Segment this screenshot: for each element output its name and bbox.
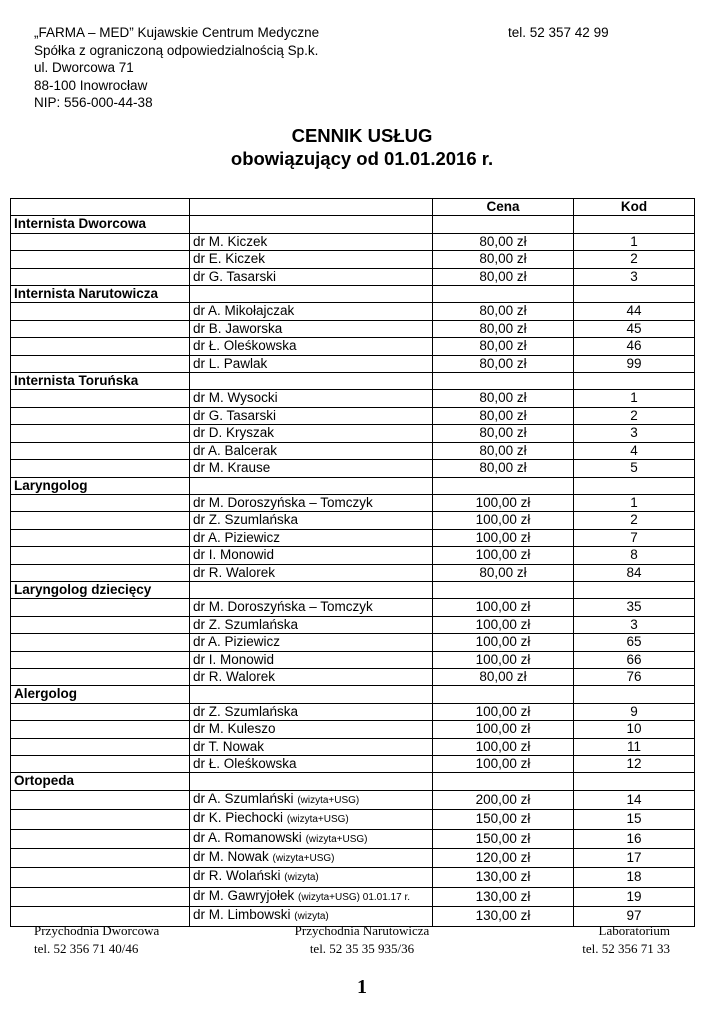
price-cell: 80,00 zł [433,251,574,268]
code-cell: 14 [574,790,695,809]
company-name: „FARMA – MED” Kujawskie Centrum Medyczne [34,25,320,40]
code-cell: 1 [574,233,695,250]
empty-cell [574,286,695,303]
price-cell: 100,00 zł [433,756,574,773]
table-row [11,529,695,546]
empty-cell [11,547,190,564]
section-row [11,477,695,494]
table-row [11,738,695,755]
empty-cell [11,829,190,848]
doctor-cell [190,868,433,887]
doctor-name: dr Z. Szumlańska [193,512,299,528]
doctor-name: dr M. Krause [193,460,271,476]
doctor-cell [190,756,433,773]
doctor-cell [190,721,433,738]
empty-cell [11,233,190,250]
doctor-cell [190,790,433,809]
code-cell: 76 [574,668,695,685]
code-cell: 8 [574,547,695,564]
code-cell: 65 [574,634,695,651]
section-row [11,773,695,790]
section-name: Laryngolog [11,477,190,494]
empty-cell [574,773,695,790]
code-cell: 12 [574,756,695,773]
price-cell: 80,00 zł [433,303,574,320]
price-table-body [11,199,695,927]
section-name: Internista Dworcowa [11,216,190,233]
code-cell: 2 [574,407,695,424]
price-cell: 80,00 zł [433,668,574,685]
doctor-name: dr A. Szumlański [193,790,294,806]
doctor-cell [190,338,433,355]
empty-cell [190,286,433,303]
visit-type-note: (wizyta+USG) [286,814,349,826]
doctor-name: dr D. Kryszak [193,425,275,441]
code-cell: 99 [574,355,695,372]
footer-location-dworcowa [34,922,159,958]
empty-cell [11,251,190,268]
price-cell: 100,00 zł [433,529,574,546]
doctor-name: dr G. Tasarski [193,407,277,423]
doctor-cell [190,460,433,477]
doctor-cell [190,355,433,372]
price-cell: 120,00 zł [433,849,574,868]
table-row [11,442,695,459]
empty-cell [433,581,574,598]
empty-cell [11,407,190,424]
price-cell: 100,00 zł [433,721,574,738]
table-row [11,829,695,848]
price-cell: 80,00 zł [433,407,574,424]
doctor-name: dr M. Nowak [193,849,269,865]
doctor-name: dr L. Pawlak [193,355,268,371]
table-row [11,790,695,809]
document-title: CENNIK USŁUG [291,125,433,146]
doctor-name: dr T. Nowak [193,738,265,754]
doctor-cell [190,564,433,581]
doctor-name: dr A. Piziewicz [193,529,281,545]
page-number: 1 [357,976,367,998]
doctor-name: dr M. Kiczek [193,233,268,249]
code-cell: 18 [574,868,695,887]
code-cell: 7 [574,529,695,546]
empty-cell [11,668,190,685]
doctor-cell [190,887,433,906]
code-cell: 10 [574,721,695,738]
table-row [11,512,695,529]
visit-type-note: (wizyta+USG) [305,833,368,845]
doctor-name: dr G. Tasarski [193,268,277,284]
code-cell: 46 [574,338,695,355]
footer-location-phone: tel. 52 356 71 40/46 [34,941,139,956]
empty-cell [11,303,190,320]
empty-cell [11,338,190,355]
price-cell: 100,00 zł [433,738,574,755]
code-cell: 17 [574,849,695,868]
table-row [11,355,695,372]
price-cell: 80,00 zł [433,442,574,459]
table-row [11,233,695,250]
empty-cell [11,634,190,651]
code-cell: 45 [574,320,695,337]
visit-type-note: (wizyta) [294,911,329,923]
empty-cell [190,773,433,790]
empty-cell [433,286,574,303]
company-legal-form: Spółka z ograniczoną odpowiedzialnością Sp.k. [34,42,319,58]
table-row [11,849,695,868]
empty-cell [11,868,190,887]
section-name: Alergolog [11,686,190,703]
empty-cell [11,512,190,529]
footer-location-name: Przychodnia Narutowicza [294,923,430,938]
doctor-cell [190,829,433,848]
code-cell: 84 [574,564,695,581]
doctor-cell [190,233,433,250]
doctor-cell [190,634,433,651]
price-cell: 100,00 zł [433,547,574,564]
company-street: ul. Dworcowa 71 [34,60,134,75]
doctor-cell [190,529,433,546]
doctor-cell [190,738,433,755]
header-cell-section [11,199,190,216]
price-cell: 130,00 zł [433,887,574,906]
price-cell: 80,00 zł [433,460,574,477]
code-cell: 1 [574,494,695,511]
table-row [11,868,695,887]
doctor-cell [190,849,433,868]
price-cell: 80,00 zł [433,425,574,442]
price-table [10,198,695,927]
table-row [11,425,695,442]
doctor-name: dr A. Piziewicz [193,634,281,650]
doctor-cell [190,512,433,529]
price-cell: 100,00 zł [433,703,574,720]
table-row [11,320,695,337]
code-cell: 16 [574,829,695,848]
price-cell: 80,00 zł [433,233,574,250]
footer-location-laboratorium [582,922,670,958]
empty-cell [433,686,574,703]
price-cell: 150,00 zł [433,810,574,829]
empty-cell [190,216,433,233]
table-row [11,407,695,424]
doctor-cell [190,407,433,424]
doctor-name: dr K. Piechocki [193,810,284,826]
doctor-name: dr I. Monowid [193,651,275,667]
code-cell: 2 [574,251,695,268]
doctor-cell [190,668,433,685]
doctor-cell [190,251,433,268]
visit-type-note: (wizyta) [284,872,319,884]
empty-cell [190,373,433,390]
table-row [11,756,695,773]
doctor-name: dr M. Doroszyńska – Tomczyk [193,494,373,510]
visit-type-note: (wizyta+USG) [297,794,360,806]
price-cell: 100,00 zł [433,512,574,529]
empty-cell [11,599,190,616]
empty-cell [11,756,190,773]
document-subtitle: obowiązujący od 01.01.2016 r. [230,148,494,169]
price-cell: 80,00 zł [433,564,574,581]
code-cell: 35 [574,599,695,616]
empty-cell [11,810,190,829]
price-cell: 100,00 zł [433,634,574,651]
price-cell: 130,00 zł [433,868,574,887]
code-cell: 3 [574,425,695,442]
doctor-cell [190,599,433,616]
header-cell-doctor [190,199,433,216]
empty-cell [574,477,695,494]
footer-location-narutowicza [262,922,462,958]
table-row [11,303,695,320]
empty-cell [11,616,190,633]
empty-cell [11,442,190,459]
doctor-name: dr A. Mikołajczak [193,303,295,319]
doctor-cell [190,390,433,407]
doctor-name: dr M. Doroszyńska – Tomczyk [193,599,373,615]
visit-type-note: (wizyta+USG) 01.01.17 r. [298,891,411,903]
price-cell: 80,00 zł [433,390,574,407]
code-cell: 66 [574,651,695,668]
section-name: Laryngolog dziecięcy [11,581,190,598]
section-row [11,286,695,303]
table-row [11,564,695,581]
empty-cell [574,581,695,598]
doctor-name: dr R. Wolański [193,868,281,884]
footer-location-phone: tel. 52 356 71 33 [582,941,670,956]
empty-cell [11,849,190,868]
table-row [11,810,695,829]
table-row [11,887,695,906]
doctor-cell [190,547,433,564]
table-row [11,668,695,685]
doctor-name: dr Z. Szumlańska [193,616,299,632]
empty-cell [11,721,190,738]
empty-cell [574,373,695,390]
code-cell: 3 [574,616,695,633]
price-cell: 100,00 zł [433,494,574,511]
footer-location-name: Laboratorium [598,923,670,938]
doctor-name: dr A. Balcerak [193,442,278,458]
empty-cell [433,216,574,233]
code-cell: 15 [574,810,695,829]
header-cell-price: Cena [433,199,574,216]
doctor-cell [190,303,433,320]
doctor-cell [190,810,433,829]
table-row [11,721,695,738]
table-header-row [11,199,695,216]
doctor-cell [190,494,433,511]
empty-cell [11,564,190,581]
doctor-name: dr Ł. Oleśkowska [193,338,297,354]
doctor-name: dr E. Kiczek [193,251,266,267]
doctor-name: dr R. Walorek [193,564,276,580]
header-cell-code: Kod [574,199,695,216]
table-row [11,268,695,285]
empty-cell [11,790,190,809]
company-nip: NIP: 556-000-44-38 [34,95,153,110]
empty-cell [11,320,190,337]
empty-cell [11,494,190,511]
doctor-cell [190,425,433,442]
empty-cell [190,477,433,494]
code-cell: 3 [574,268,695,285]
doctor-name: dr M. Limbowski [193,907,291,923]
empty-cell [11,268,190,285]
section-name: Internista Toruńska [11,373,190,390]
empty-cell [190,686,433,703]
doctor-cell [190,442,433,459]
price-cell: 80,00 zł [433,320,574,337]
price-cell: 80,00 zł [433,355,574,372]
doctor-cell [190,268,433,285]
empty-cell [11,738,190,755]
empty-cell [574,216,695,233]
table-row [11,251,695,268]
price-cell: 200,00 zł [433,790,574,809]
price-cell: 80,00 zł [433,268,574,285]
table-row [11,599,695,616]
code-cell: 9 [574,703,695,720]
table-row [11,547,695,564]
section-row [11,581,695,598]
company-phone: tel. 52 357 42 99 [508,25,609,40]
table-row [11,460,695,477]
doctor-name: dr I. Monowid [193,547,275,563]
empty-cell [433,373,574,390]
code-cell: 4 [574,442,695,459]
doctor-cell [190,651,433,668]
doctor-name: dr Z. Szumlańska [193,703,299,719]
doctor-name: dr M. Gawryjołek [193,887,295,903]
empty-cell [11,529,190,546]
doctor-name: dr R. Walorek [193,668,276,684]
code-cell: 97 [574,907,695,926]
table-row [11,703,695,720]
price-cell: 80,00 zł [433,338,574,355]
empty-cell [190,581,433,598]
price-cell: 100,00 zł [433,599,574,616]
empty-cell [11,887,190,906]
empty-cell [433,773,574,790]
table-row [11,634,695,651]
section-name: Internista Narutowicza [11,286,190,303]
table-row [11,616,695,633]
section-row [11,373,695,390]
table-row [11,651,695,668]
doctor-name: dr M. Kuleszo [193,721,276,737]
price-cell: 130,00 zł [433,907,574,926]
price-cell: 150,00 zł [433,829,574,848]
empty-cell [11,355,190,372]
visit-type-note: (wizyta+USG) [272,853,335,865]
section-row [11,216,695,233]
code-cell: 2 [574,512,695,529]
doctor-cell [190,703,433,720]
code-cell: 11 [574,738,695,755]
company-city: 88-100 Inowrocław [34,77,148,93]
doctor-name: dr M. Wysocki [193,390,278,406]
empty-cell [433,477,574,494]
code-cell: 5 [574,460,695,477]
empty-cell [11,390,190,407]
doctor-name: dr A. Romanowski [193,829,302,845]
table-row [11,338,695,355]
doctor-name: dr B. Jaworska [193,320,283,336]
price-cell: 100,00 zł [433,616,574,633]
doctor-name: dr Ł. Oleśkowska [193,756,297,771]
section-name: Ortopeda [11,773,190,790]
empty-cell [11,460,190,477]
empty-cell [574,686,695,703]
empty-cell [11,703,190,720]
code-cell: 44 [574,303,695,320]
empty-cell [11,425,190,442]
code-cell: 19 [574,887,695,906]
table-row [11,390,695,407]
table-row [11,494,695,511]
code-cell: 1 [574,390,695,407]
doctor-cell [190,320,433,337]
footer-location-name: Przychodnia Dworcowa [34,923,160,938]
doctor-cell [190,616,433,633]
empty-cell [11,651,190,668]
price-cell: 100,00 zł [433,651,574,668]
footer-location-phone: tel. 52 35 35 935/36 [309,941,415,956]
section-row [11,686,695,703]
